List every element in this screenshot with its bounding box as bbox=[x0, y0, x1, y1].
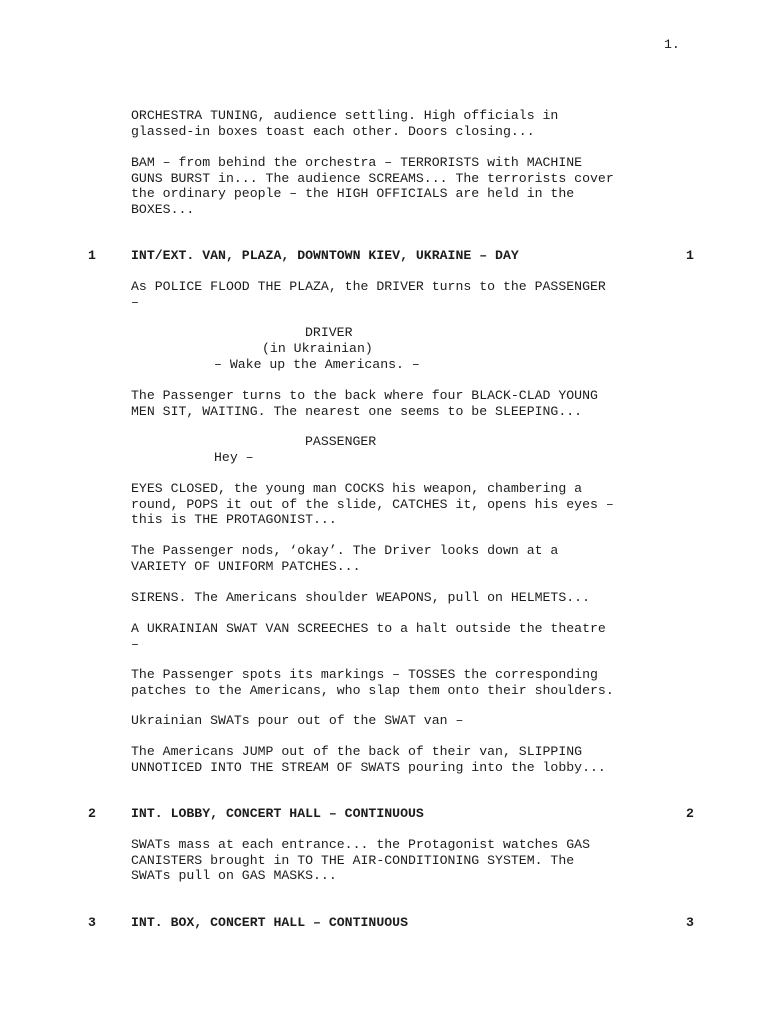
action-line: EYES CLOSED, the young man COCKS his weapon, chambering a round, POPS it out of the slide, CATCHES it, opens his eyes – this is THE PROTAGONIST... bbox=[131, 481, 614, 528]
scene-number-left: 1 bbox=[88, 248, 96, 263]
scene-heading: INT/EXT. VAN, PLAZA, DOWNTOWN KIEV, UKRAINE – DAY bbox=[131, 248, 519, 263]
dialogue: Hey – bbox=[214, 450, 254, 465]
scene-number-right: 3 bbox=[686, 915, 694, 930]
action-line: ORCHESTRA TUNING, audience settling. High officials in glassed-in boxes toast each other. Doors closing... bbox=[131, 108, 559, 139]
action-line: The Americans JUMP out of the back of their van, SLIPPING UNNOTICED INTO THE STREAM OF SWATS pouring into the lobby... bbox=[131, 744, 606, 775]
scene-number-left: 2 bbox=[88, 806, 96, 821]
scene-heading: INT. BOX, CONCERT HALL – CONTINUOUS bbox=[131, 915, 408, 930]
character-name: DRIVER bbox=[305, 325, 353, 340]
action-line: Ukrainian SWATs pour out of the SWAT van – bbox=[131, 713, 464, 728]
parenthetical: (in Ukrainian) bbox=[262, 341, 373, 356]
scene-number-left: 3 bbox=[88, 915, 96, 930]
scene-number-right: 2 bbox=[686, 806, 694, 821]
action-line: SIRENS. The Americans shoulder WEAPONS, pull on HELMETS... bbox=[131, 590, 590, 605]
action-line: As POLICE FLOOD THE PLAZA, the DRIVER turns to the PASSENGER – bbox=[131, 279, 606, 310]
action-line: The Passenger nods, ‘okay’. The Driver looks down at a VARIETY OF UNIFORM PATCHES... bbox=[131, 543, 559, 574]
page-number: 1. bbox=[664, 37, 680, 52]
character-name: PASSENGER bbox=[305, 434, 377, 449]
action-line: The Passenger spots its markings – TOSSES the corresponding patches to the Americans, who slap them onto their shoulders. bbox=[131, 667, 614, 698]
action-line: A UKRAINIAN SWAT VAN SCREECHES to a halt outside the theatre – bbox=[131, 621, 606, 652]
action-line: The Passenger turns to the back where four BLACK-CLAD YOUNG MEN SIT, WAITING. The nearest one seems to be SLEEPING... bbox=[131, 388, 598, 419]
scene-heading: INT. LOBBY, CONCERT HALL – CONTINUOUS bbox=[131, 806, 424, 821]
action-line: SWATs mass at each entrance... the Protagonist watches GAS CANISTERS brought in TO THE AIR-CONDITIONING SYSTEM. The SWATs pull on GAS MASKS... bbox=[131, 837, 590, 884]
action-line: BAM – from behind the orchestra – TERRORISTS with MACHINE GUNS BURST in... The audience SCREAMS... The terrorists cover the ordinary people – the HIGH OFFICIALS are held in the BOXES... bbox=[131, 155, 614, 217]
scene-number-right: 1 bbox=[686, 248, 694, 263]
dialogue: – Wake up the Americans. – bbox=[214, 357, 420, 372]
